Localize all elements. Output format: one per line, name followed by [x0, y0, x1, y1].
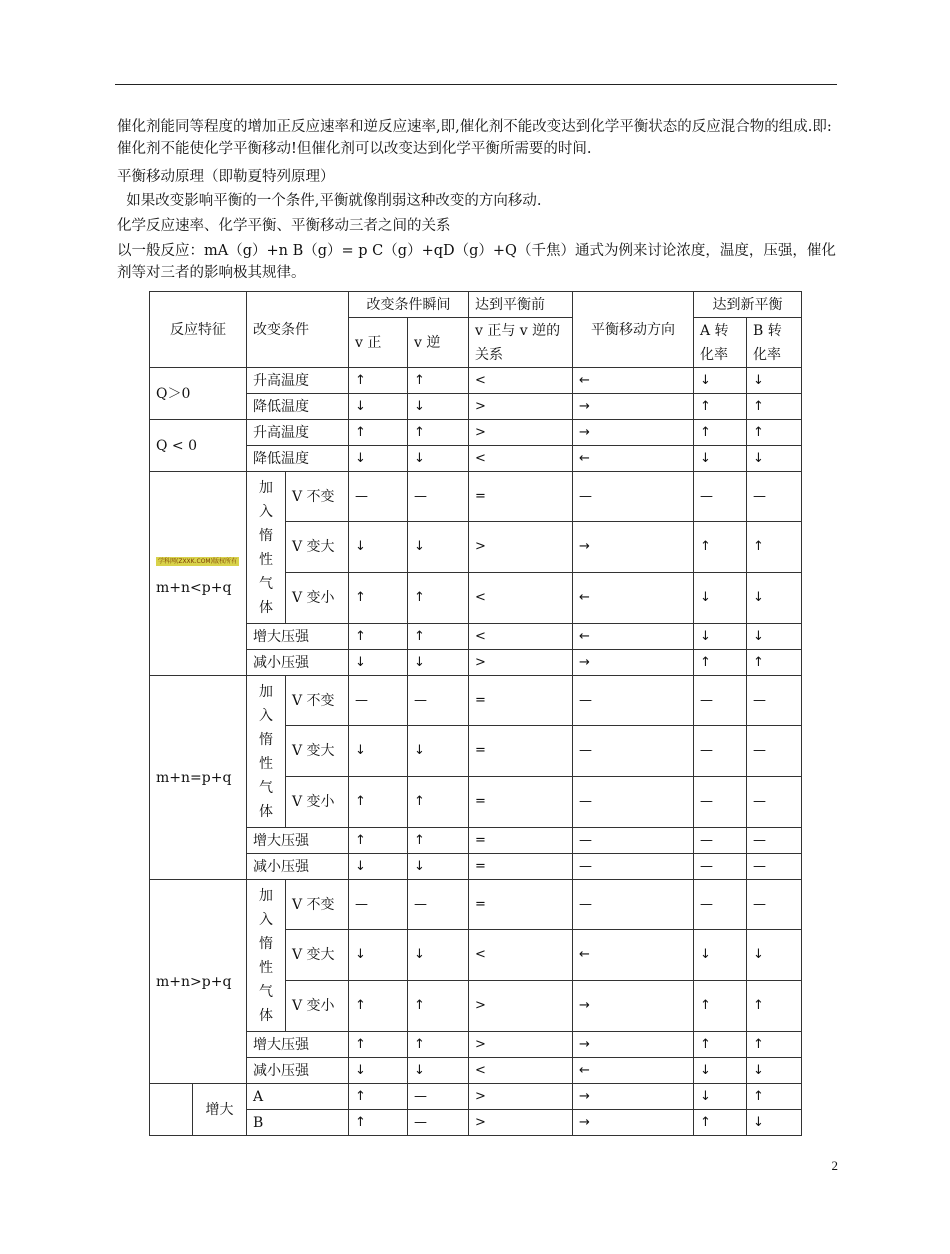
table-cell: = [469, 777, 573, 828]
paragraph-relation-title: 化学反应速率、化学平衡、平衡移动三者之间的关系 [117, 218, 451, 234]
table-cell: — [349, 880, 408, 930]
table-cell: ↓ [408, 854, 469, 880]
table-cell: ↓ [694, 368, 747, 394]
paragraph-general-reaction: 以一般反应：mA（g）+n B（g）= p C（g）+qD（g）+Q（千焦）通式为例来讨论浓度，温度，压强，催化剂等对三者的影响极其规律。 [117, 243, 836, 281]
table-cell: — [408, 1110, 469, 1136]
table-cell: — [573, 777, 694, 828]
table-cell: — [573, 726, 694, 777]
header-v-reverse: v 逆 [408, 318, 469, 368]
table-cell: ← [573, 930, 694, 981]
condition-v-const: V 不变 [286, 472, 349, 522]
watermark-badge: 学科网(ZXXK.COM)版权所有 [158, 558, 237, 565]
table-cell: = [469, 880, 573, 930]
table-cell: → [573, 1032, 694, 1058]
table-cell: → [573, 1110, 694, 1136]
table-cell: < [469, 930, 573, 981]
header-condition: 改变条件 [247, 292, 349, 368]
condition-v-down: V 变小 [286, 981, 349, 1032]
table-cell: ↓ [349, 1058, 408, 1084]
table-cell: ↓ [349, 650, 408, 676]
condition-species-a: A [247, 1084, 349, 1110]
table-cell: ↓ [349, 522, 408, 573]
condition-increase-pressure: 增大压强 [247, 828, 349, 854]
table-cell: — [694, 854, 747, 880]
header-before: 达到平衡前 [469, 292, 573, 318]
condition-v-up: V 变大 [286, 726, 349, 777]
table-cell: ↓ [349, 930, 408, 981]
table-cell: ↓ [694, 1058, 747, 1084]
table-cell: → [573, 522, 694, 573]
header-feature: 反应特征 [150, 292, 247, 368]
header-b-conv: B 转化率 [747, 318, 802, 368]
feature-q-negative: Q < 0 [150, 420, 247, 472]
condition-inert-gas [247, 676, 286, 828]
table-cell: > [469, 394, 573, 420]
table-cell: ↓ [694, 573, 747, 624]
table-cell: — [349, 676, 408, 726]
header-instant: 改变条件瞬间 [349, 292, 469, 318]
table-cell: ↓ [747, 930, 802, 981]
table-cell: — [573, 880, 694, 930]
header-a-conv: A 转化率 [694, 318, 747, 368]
table-cell: = [469, 472, 573, 522]
feature-mn-greater: m+n>p+q [150, 880, 247, 1084]
table-cell: < [469, 368, 573, 394]
table-cell: ↓ [694, 446, 747, 472]
table-cell: — [408, 676, 469, 726]
table-cell: ↑ [349, 420, 408, 446]
condition-v-down: V 变小 [286, 777, 349, 828]
table-cell: ↓ [747, 573, 802, 624]
table-cell: ← [573, 368, 694, 394]
table-cell: ↑ [408, 828, 469, 854]
table-cell: — [573, 854, 694, 880]
table-cell: — [408, 1084, 469, 1110]
condition-increase-pressure: 增大压强 [247, 624, 349, 650]
table-cell: ↑ [694, 420, 747, 446]
table-cell: ↓ [747, 624, 802, 650]
condition-raise-temp: 升高温度 [247, 420, 349, 446]
table-cell: ↓ [408, 522, 469, 573]
table-cell: ↑ [349, 981, 408, 1032]
header-v-forward: v 正 [349, 318, 408, 368]
table-cell: ↑ [694, 1110, 747, 1136]
table-cell: ↑ [408, 368, 469, 394]
table-cell: — [747, 828, 802, 854]
table-cell: — [694, 880, 747, 930]
table-cell: > [469, 1032, 573, 1058]
table-cell: ↑ [747, 1032, 802, 1058]
table-cell: ↓ [747, 1110, 802, 1136]
condition-decrease-pressure: 减小压强 [247, 854, 349, 880]
table-cell: ↑ [349, 777, 408, 828]
table-cell: → [573, 650, 694, 676]
table-cell: > [469, 650, 573, 676]
condition-v-down: V 变小 [286, 573, 349, 624]
table-cell: ↓ [408, 726, 469, 777]
table-cell: — [694, 777, 747, 828]
table-cell: ↑ [747, 394, 802, 420]
table-cell: ↑ [408, 624, 469, 650]
table-cell: ↑ [747, 1084, 802, 1110]
table-cell: > [469, 1110, 573, 1136]
inert-gas-label: 加入惰性气体 [259, 683, 273, 820]
paragraph-catalyst: 催化剂能同等程度的增加正反应速率和逆反应速率,即,催化剂不能改变达到化学平衡状态的反应混合物的组成.即:催化剂不能使化学平衡移动!但催化剂可以改变达到化学平衡所需要的时间. [117, 119, 832, 157]
header-rule [115, 84, 837, 85]
table-cell: ↑ [349, 624, 408, 650]
table-cell: → [573, 1084, 694, 1110]
table-cell: — [694, 828, 747, 854]
condition-inert-gas [247, 880, 286, 1032]
table-cell: ↑ [349, 368, 408, 394]
inert-gas-label: 加入惰性气体 [259, 479, 273, 616]
table-cell: ↓ [408, 1058, 469, 1084]
table-cell: = [469, 828, 573, 854]
table-cell: ↓ [694, 1084, 747, 1110]
table-cell: → [573, 981, 694, 1032]
table-cell: — [408, 880, 469, 930]
table-cell: > [469, 1084, 573, 1110]
table-cell: ↓ [694, 930, 747, 981]
table-cell: < [469, 1058, 573, 1084]
header-direction: 平衡移动方向 [573, 292, 694, 368]
equilibrium-table [149, 291, 802, 1136]
table-cell: ↓ [747, 1058, 802, 1084]
table-cell: ↓ [349, 446, 408, 472]
condition-raise-temp: 升高温度 [247, 368, 349, 394]
table-cell: = [469, 726, 573, 777]
table-cell: ↓ [349, 394, 408, 420]
inert-gas-label: 加入惰性气体 [259, 887, 273, 1024]
condition-lower-temp: 降低温度 [247, 394, 349, 420]
table-cell: — [747, 676, 802, 726]
table-cell: ← [573, 573, 694, 624]
table-cell: ↑ [747, 650, 802, 676]
table-cell: ↑ [349, 828, 408, 854]
table-cell: — [694, 676, 747, 726]
table-cell: ↑ [349, 573, 408, 624]
table-cell: — [573, 828, 694, 854]
table-cell: ↑ [349, 1032, 408, 1058]
table-cell: ↑ [408, 981, 469, 1032]
condition-increase: 增大 [193, 1084, 247, 1136]
table-cell: — [694, 726, 747, 777]
table-cell: ↓ [694, 624, 747, 650]
table-cell: ← [573, 624, 694, 650]
table-cell: — [747, 472, 802, 522]
table-cell: ↓ [747, 368, 802, 394]
table-cell: ↑ [747, 522, 802, 573]
table-cell: ↑ [408, 1032, 469, 1058]
table-cell: > [469, 420, 573, 446]
condition-v-up: V 变大 [286, 522, 349, 573]
feature-mn-less-label: m+n<p+q [156, 580, 232, 596]
feature-mn-equal: m+n=p+q [150, 676, 247, 880]
table-cell: ↓ [408, 394, 469, 420]
table-cell: ↓ [408, 446, 469, 472]
table-cell: ↑ [694, 650, 747, 676]
table-cell: ↓ [349, 854, 408, 880]
table-cell: ↑ [694, 394, 747, 420]
table-cell: ↓ [747, 446, 802, 472]
condition-lower-temp: 降低温度 [247, 446, 349, 472]
condition-inert-gas [247, 472, 286, 624]
table-cell: ← [573, 446, 694, 472]
condition-species-b: B [247, 1110, 349, 1136]
table-cell: < [469, 573, 573, 624]
table-cell: ↓ [408, 650, 469, 676]
table-cell: → [573, 394, 694, 420]
table-cell: — [747, 726, 802, 777]
paragraph-principle: 如果改变影响平衡的一个条件,平衡就像削弱这种改变的方向移动. [117, 193, 542, 209]
table-cell: > [469, 522, 573, 573]
table-cell: — [408, 472, 469, 522]
paragraph-principle-title: 平衡移动原理（即勒夏特列原理） [117, 169, 335, 185]
table-cell: < [469, 624, 573, 650]
table-cell: → [573, 420, 694, 446]
condition-v-const: V 不变 [286, 676, 349, 726]
table-cell: — [573, 676, 694, 726]
feature-concentration [150, 1084, 193, 1136]
table-cell: ↑ [747, 420, 802, 446]
header-new-eq: 达到新平衡 [694, 292, 802, 318]
table-cell: < [469, 446, 573, 472]
table-cell: ↓ [408, 930, 469, 981]
table-cell: — [573, 472, 694, 522]
header-relation: v 正与 v 逆的关系 [469, 318, 573, 368]
table-cell: ↑ [349, 1110, 408, 1136]
condition-decrease-pressure: 减小压强 [247, 650, 349, 676]
table-cell: ↑ [408, 420, 469, 446]
feature-q-positive: Q＞0 [150, 368, 247, 420]
feature-mn-less [150, 472, 247, 676]
table-cell: ↑ [694, 1032, 747, 1058]
table-cell: ↑ [694, 522, 747, 573]
table-cell: — [349, 472, 408, 522]
table-cell: = [469, 854, 573, 880]
table-cell: ↑ [349, 1084, 408, 1110]
table-cell: — [747, 777, 802, 828]
condition-decrease-pressure: 减小压强 [247, 1058, 349, 1084]
table-cell: ↑ [408, 777, 469, 828]
condition-v-const: V 不变 [286, 880, 349, 930]
table-cell: ↑ [694, 981, 747, 1032]
table-cell: ↑ [408, 573, 469, 624]
condition-v-up: V 变大 [286, 930, 349, 981]
table-cell: — [747, 880, 802, 930]
page-number: 2 [831, 1158, 838, 1173]
table-cell: > [469, 981, 573, 1032]
condition-increase-pressure: 增大压强 [247, 1032, 349, 1058]
table-cell: — [694, 472, 747, 522]
table-cell: ← [573, 1058, 694, 1084]
table-cell: = [469, 676, 573, 726]
table-cell: — [747, 854, 802, 880]
table-cell: ↑ [747, 981, 802, 1032]
table-cell: ↓ [349, 726, 408, 777]
